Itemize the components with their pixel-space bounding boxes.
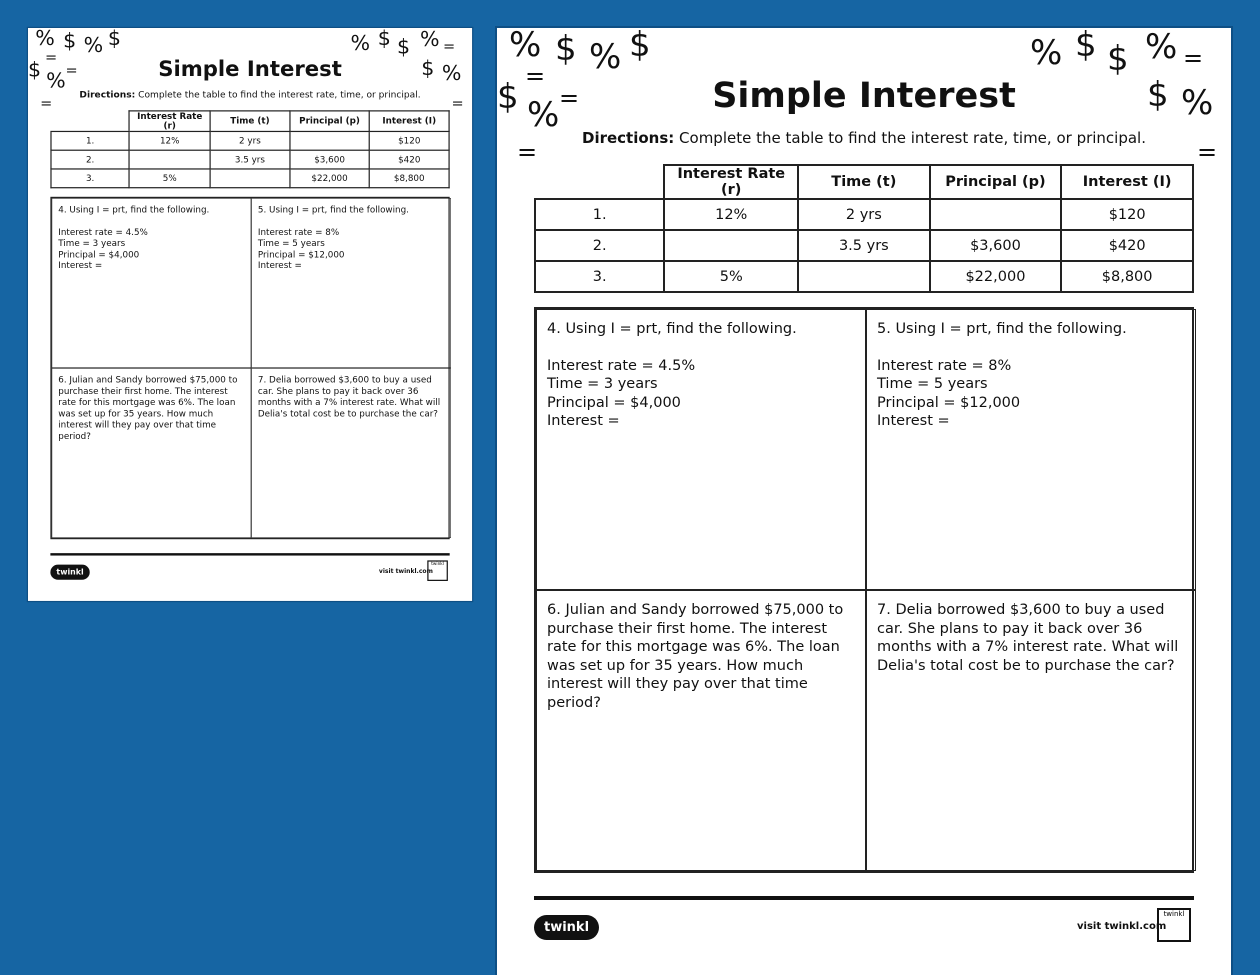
table-row [535, 261, 1193, 292]
question-5 [866, 309, 1196, 590]
header-interest-rate: Interest Rate (r) [664, 165, 798, 199]
cell: 5% [129, 169, 210, 188]
equals-symbol: = [65, 61, 78, 79]
percent-symbol: % [527, 95, 560, 135]
cell: 2. [51, 150, 129, 169]
cell [290, 131, 370, 150]
header-principal: Principal (p) [290, 111, 370, 132]
question-line: Time = 3 years [547, 376, 658, 392]
cell: 2 yrs [798, 199, 930, 230]
question-line: Interest rate = 8% [257, 227, 340, 238]
percent-symbol: % [1030, 33, 1063, 73]
cell [129, 150, 210, 169]
header-interest-rate: Interest Rate (r) [129, 111, 210, 132]
header-interest: Interest (I) [1061, 165, 1193, 199]
cell: $8,800 [1061, 261, 1193, 292]
question-6: 6. Julian and Sandy borrowed $75,000 to purchase their first home. The interest rate for this mortgage was 6%. The loan was set up for 35 years. How much interest will they pay over that time period? [52, 368, 252, 538]
table-header-row [51, 111, 449, 132]
cell: $420 [369, 150, 449, 169]
equals-symbol: = [559, 84, 580, 112]
directions [497, 129, 1231, 147]
table-row [51, 169, 449, 188]
dollar-symbol: $ [377, 28, 391, 51]
directions [28, 89, 472, 100]
question-line: Principal = $12,000 [257, 249, 345, 260]
worksheet-preview-large [497, 28, 1231, 975]
question-line: Principal = $12,000 [877, 394, 1021, 411]
question-4 [52, 198, 252, 368]
question-prompt: 5. Using I = prt, find the following. [877, 321, 1127, 337]
question-5 [251, 198, 451, 368]
question-line: Interest = [547, 413, 620, 429]
header-blank [51, 111, 129, 132]
question-prompt: 5. Using I = prt, find the following. [257, 205, 409, 215]
percent-symbol: % [1145, 28, 1178, 67]
percent-symbol: % [441, 61, 462, 86]
equals-symbol: = [1183, 44, 1204, 72]
table-row [51, 150, 449, 169]
question-line: Time = 5 years [877, 376, 988, 392]
interest-table [50, 110, 449, 188]
cell: $120 [1061, 199, 1193, 230]
table-header-row [535, 165, 1193, 199]
cell: $120 [369, 131, 449, 150]
interest-table [534, 164, 1194, 293]
cell: 1. [51, 131, 129, 150]
dollar-symbol: $ [1075, 28, 1097, 65]
question-line: Interest rate = 4.5% [547, 357, 696, 374]
directions-text: Complete the table to find the interest rate, time, or principal. [674, 129, 1146, 147]
question-prompt: 4. Using I = prt, find the following. [547, 321, 797, 337]
cell [798, 261, 930, 292]
percent-symbol: % [350, 31, 371, 56]
dollar-symbol: $ [397, 34, 411, 59]
equals-symbol: = [525, 62, 546, 90]
cell: 5% [664, 261, 798, 292]
cell: $22,000 [930, 261, 1062, 292]
question-line: Time = 3 years [58, 238, 126, 249]
question-line: Principal = $4,000 [58, 249, 140, 260]
equals-symbol: = [44, 48, 58, 66]
question-line: Interest rate = 4.5% [58, 227, 148, 238]
question-line: Time = 5 years [257, 238, 325, 249]
question-4 [536, 309, 866, 590]
question-line: Interest = [58, 260, 103, 271]
header-principal: Principal (p) [930, 165, 1062, 199]
percent-symbol: % [46, 68, 66, 93]
table-row [535, 199, 1193, 230]
cell: $3,600 [930, 230, 1062, 261]
worksheet-title: Simple Interest [158, 57, 342, 82]
table-row [51, 131, 449, 150]
question-7: 7. Delia borrowed $3,600 to buy a used car. She plans to pay it back over 36 months with a 7% interest rate. What will Delia's total cost be to purchase the car? [251, 368, 451, 538]
question-line: Interest = [257, 260, 302, 271]
header-blank [535, 165, 664, 199]
percent-symbol: % [509, 28, 542, 65]
cell: 12% [664, 199, 798, 230]
equals-symbol: = [451, 94, 464, 112]
twinkl-badge: twinkl [1157, 908, 1191, 942]
dollar-symbol: $ [28, 57, 42, 82]
cell: 3. [535, 261, 664, 292]
percent-symbol: % [420, 28, 440, 52]
dollar-symbol: $ [1107, 39, 1129, 79]
header-time: Time (t) [210, 111, 290, 132]
cell: $3,600 [290, 150, 370, 169]
cell [210, 169, 290, 188]
dollar-symbol: $ [629, 28, 651, 65]
cell: $22,000 [290, 169, 370, 188]
dollar-symbol: $ [497, 77, 519, 117]
percent-symbol: % [83, 33, 104, 58]
cell: 12% [129, 131, 210, 150]
question-line: Interest rate = 8% [877, 357, 1012, 374]
directions-text: Complete the table to find the interest rate, time, or principal. [135, 89, 421, 100]
cell [930, 199, 1062, 230]
twinkl-badge: twinkl [427, 560, 448, 581]
equals-symbol: = [1197, 138, 1218, 166]
dollar-symbol: $ [555, 29, 577, 69]
dollar-symbol: $ [107, 28, 121, 51]
question-6: 6. Julian and Sandy borrowed $75,000 to purchase their first home. The interest rate for this mortgage was 6%. The loan was set up for 35 years. How much interest will they pay over that time period? [536, 590, 866, 871]
equals-symbol: = [40, 94, 53, 112]
twinkl-logo: twinkl [534, 915, 599, 940]
question-line: Principal = $4,000 [547, 394, 681, 411]
percent-symbol: % [35, 28, 55, 51]
cell: 3.5 yrs [210, 150, 290, 169]
cell: $420 [1061, 230, 1193, 261]
question-7: 7. Delia borrowed $3,600 to buy a used car. She plans to pay it back over 36 months with a 7% interest rate. What will Delia's total cost be to purchase the car? [866, 590, 1196, 871]
question-boxes [534, 307, 1194, 873]
directions-label: Directions: [582, 129, 675, 147]
twinkl-logo: twinkl [50, 565, 89, 580]
footer-divider [534, 896, 1194, 900]
cell: 3.5 yrs [798, 230, 930, 261]
cell [664, 230, 798, 261]
percent-symbol: % [589, 37, 622, 77]
dollar-symbol: $ [421, 56, 435, 81]
cell: 2 yrs [210, 131, 290, 150]
question-line: Interest = [877, 413, 950, 429]
table-row [535, 230, 1193, 261]
equals-symbol: = [443, 37, 456, 55]
cell: 2. [535, 230, 664, 261]
cell: 1. [535, 199, 664, 230]
dollar-symbol: $ [1147, 75, 1169, 115]
cell: 3. [51, 169, 129, 188]
footer-divider [50, 553, 449, 555]
header-time: Time (t) [798, 165, 930, 199]
cell: $8,800 [369, 169, 449, 188]
equals-symbol: = [517, 138, 538, 166]
visit-link-text: visit twinkl.com [1077, 921, 1167, 932]
question-prompt: 4. Using I = prt, find the following. [58, 205, 210, 215]
percent-symbol: % [1181, 83, 1214, 123]
visit-link-text: visit twinkl.com [378, 568, 433, 575]
dollar-symbol: $ [63, 28, 77, 53]
directions-label: Directions: [79, 89, 136, 100]
worksheet-title: Simple Interest [712, 76, 1016, 116]
header-interest: Interest (I) [369, 111, 449, 132]
worksheet-preview-small [28, 28, 472, 601]
question-boxes [50, 197, 449, 539]
